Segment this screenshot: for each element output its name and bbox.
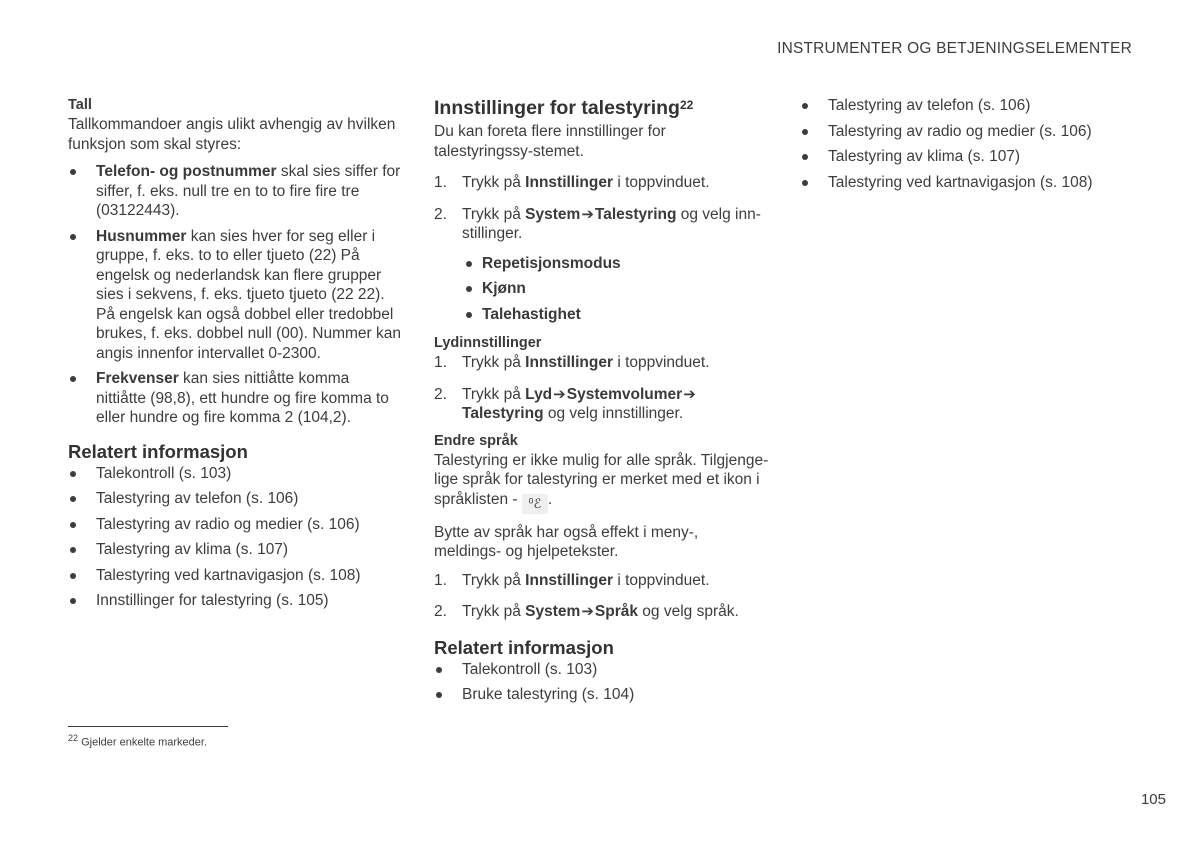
step [434, 205, 769, 244]
related-link[interactable]: Bruke talestyring (s. 104) [434, 685, 769, 705]
term-bold: Frekvenser [96, 370, 179, 387]
menu-path-item: Talestyring [462, 405, 544, 422]
related-list [68, 464, 403, 611]
menu-path-item: Talestyring [594, 205, 677, 223]
section-intro: Du kan foreta flere innstillinger for talestyringssy-stemet. [434, 123, 666, 160]
related-link[interactable]: Talestyring av radio og medier (s. 106) [800, 122, 1130, 142]
steps-language [434, 571, 769, 622]
related-link[interactable]: Talestyring av klima (s. 107) [800, 147, 1130, 167]
arrow-right-icon: ➔ [581, 205, 594, 223]
related-heading: Relatert informasjon [434, 636, 614, 658]
language-paragraph-2: Bytte av språk har også effekt i meny-, meldings- og hjelpetekster. [434, 523, 699, 560]
menu-path-item: System [525, 205, 581, 223]
footnote-ref: 22 [679, 98, 694, 112]
related-list [434, 660, 769, 705]
steps-settings [434, 173, 769, 244]
term-bold: Telefon- og postnummer [96, 163, 277, 180]
term-bold: Husnummer [96, 227, 187, 245]
step-text: og velg språk. [638, 603, 739, 620]
option-label: Repetisjonsmodus [482, 254, 621, 272]
item-text: kan sies nittiåtte komma nittiåtte (98,8), ett hundre og fire komma to eller hundre og fire komma 2 (104,2). [96, 370, 389, 426]
column-middle [434, 96, 769, 705]
footnote-number: 22 [68, 733, 79, 743]
related-heading: Relatert informasjon [68, 440, 248, 462]
menu-path-item: Lyd [525, 385, 553, 403]
related-link[interactable]: Talestyring av radio og medier (s. 106) [68, 515, 403, 535]
arrow-right-icon: ➔ [553, 385, 566, 403]
step-number: 2. [434, 205, 447, 223]
step [434, 353, 769, 373]
list-item [68, 227, 403, 364]
arrow-right-icon: ➔ [683, 385, 696, 403]
step-text: og velg innstillinger. [543, 405, 684, 422]
step-number: 2. [434, 385, 447, 403]
step [434, 385, 769, 424]
related-link[interactable]: Talestyring ved kartnavigasjon (s. 108) [800, 173, 1130, 193]
step-text: Trykk på [462, 174, 526, 191]
related-link[interactable]: Innstillinger for talestyring (s. 105) [68, 591, 403, 611]
language-text: Talestyring er ikke mulig for alle språk. Tilgjenge-lige språk for talestyring er merket med et ikon i språklisten - [434, 451, 769, 508]
related-list-continued [800, 96, 1130, 192]
list-item [464, 279, 769, 299]
step-text: i toppvinduet. [613, 174, 710, 191]
step [434, 571, 769, 591]
option-label: Kjønn [482, 280, 526, 297]
step [434, 602, 769, 622]
list-item [464, 254, 769, 274]
step-number: 1. [434, 354, 447, 371]
section-title-text: Innstillinger for talestyring [434, 97, 680, 119]
related-link[interactable]: Talestyring av klima (s. 107) [68, 540, 403, 560]
list-item [68, 369, 403, 428]
step [434, 173, 769, 193]
step-text: Trykk på [462, 354, 526, 371]
tall-heading: Tall [68, 97, 92, 113]
step-text: Trykk på [462, 571, 526, 589]
page-number: 105 [1140, 791, 1166, 808]
option-label: Talehastighet [482, 305, 581, 323]
step-text: Trykk på [462, 205, 526, 223]
language-paragraph [434, 451, 769, 514]
column-right [800, 96, 1130, 192]
language-text-end: . [547, 490, 553, 508]
related-link[interactable]: Talestyring av telefon (s. 106) [800, 96, 1130, 116]
menu-path-item: Innstillinger [525, 174, 614, 191]
step-number: 1. [434, 174, 447, 191]
step-number: 2. [434, 603, 447, 620]
footnote-divider [68, 726, 228, 727]
menu-path-item: Innstillinger [525, 354, 614, 371]
voice-options-list [434, 254, 769, 325]
step-text: Trykk på [462, 603, 526, 620]
related-link[interactable]: Talekontroll (s. 103) [434, 660, 769, 680]
running-header: INSTRUMENTER OG BETJENINGSELEMENTER [777, 40, 1132, 57]
related-link[interactable]: Talestyring ved kartnavigasjon (s. 108) [68, 566, 403, 586]
step-text: Trykk på [462, 385, 526, 403]
step-text: og velg inn-stillinger. [462, 205, 761, 242]
column-left [68, 96, 403, 611]
tall-list [68, 162, 403, 428]
step-text: i toppvinduet. [613, 354, 710, 371]
sound-settings-heading: Lydinnstillinger [434, 335, 542, 351]
steps-sound [434, 353, 769, 424]
related-link[interactable]: Talestyring av telefon (s. 106) [68, 489, 403, 509]
menu-path-item: Innstillinger [525, 571, 614, 589]
item-text: skal sies siffer for siffer, f. eks. null tre en to to fire fire tre (03122443). [96, 163, 401, 219]
menu-path-item: System [525, 603, 581, 620]
list-item [464, 305, 769, 325]
footnote-text: Gjelder enkelte markeder. [78, 736, 208, 749]
voice-language-icon: ⁰ℰ [522, 494, 548, 514]
section-title [434, 96, 769, 120]
menu-path-item: Språk [594, 603, 638, 620]
step-number: 1. [434, 571, 447, 589]
footnote [68, 733, 207, 749]
list-item [68, 162, 403, 221]
change-language-heading: Endre språk [434, 432, 518, 449]
menu-path-item: Systemvolumer [566, 385, 683, 403]
item-text: kan sies hver for seg eller i gruppe, f. eks. to to eller tjueto (22) På engelsk og nederlandsk kan flere grupper sies i sekvens, f. eks. tjueto tjueto (22 22). På engelsk kan også dobbel eller tredobbel brukes, f. eks. dobbel null (00). Nummer kan angis innenfor intervallet 0-2300. [96, 227, 401, 362]
arrow-right-icon: ➔ [581, 603, 594, 620]
tall-intro: Tallkommandoer angis ulikt avhengig av hvilken funksjon som skal styres: [68, 116, 396, 153]
step-text: i toppvinduet. [613, 571, 710, 589]
related-link[interactable]: Talekontroll (s. 103) [68, 464, 403, 484]
